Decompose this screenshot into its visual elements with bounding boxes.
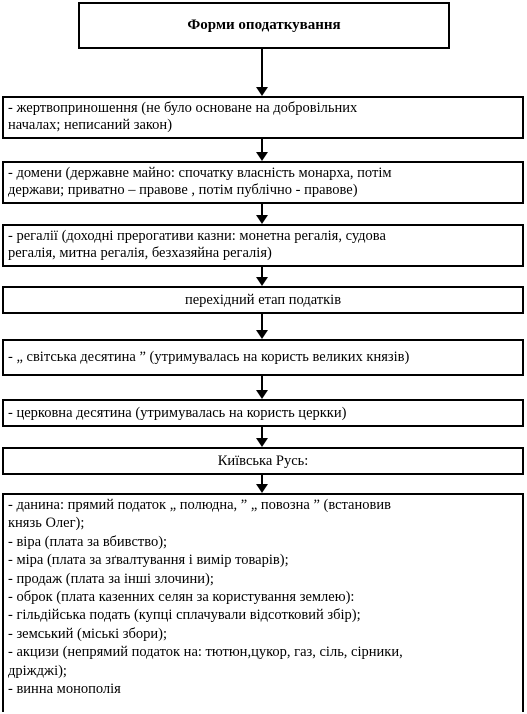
- list-item: дріжджі);: [8, 662, 67, 679]
- box-church-tithe: [2, 399, 524, 427]
- box-line: - „ світська десятина ” (утримувалась на користь великих князів): [8, 349, 410, 365]
- box-secular-tithe: [2, 339, 524, 376]
- box-line: - церковна десятина (утримувалась на користь церкки): [8, 405, 347, 421]
- box-domains: [2, 161, 524, 204]
- list-item: - гільдійська подать (купці сплачували відсотковий збір);: [8, 607, 361, 624]
- title-box: [78, 2, 450, 49]
- box-transition: [2, 286, 524, 314]
- box-line: - жертвоприношення (не було основане на добровільних: [8, 100, 358, 116]
- box-sacrifice: [2, 96, 524, 139]
- box-line: перехідний етап податків: [184, 292, 342, 308]
- box-regalia: [2, 224, 524, 267]
- list-item: - земський (міські збори);: [8, 625, 168, 642]
- list-item: - данина: прямий податок „ полюдна, ” „ повозна ” (встановив: [8, 497, 391, 513]
- list-item: - віра (плата за вбивство);: [8, 533, 168, 550]
- box-line: Київська Русь:: [217, 453, 309, 469]
- list-item: - міра (плата за зґвалтування і вимір товарів);: [8, 552, 289, 569]
- list-item: - акцизи (непрямий податок на: тютюн,цукор, газ, сіль, сірники,: [8, 644, 403, 661]
- list-item: - оброк (плата казенних селян за користування землею):: [8, 589, 355, 606]
- box-line: держави; приватно – правове , потім публічно - правове): [8, 182, 358, 198]
- box-line: - регалії (доходні прерогативи казни: монетна регалія, судова: [8, 228, 386, 244]
- list-item: князь Олег);: [8, 515, 85, 532]
- box-line: началах; неписаний закон): [8, 117, 173, 133]
- box-taxes-list: [2, 493, 524, 712]
- list-item: - продаж (плата за інші злочини);: [8, 570, 214, 587]
- box-line: регалія, митна регалія, безхазяйна регалія): [8, 245, 272, 261]
- list-item: - винна монополія: [8, 681, 121, 698]
- box-kyivan-rus: [2, 447, 524, 475]
- diagram-title: Форми оподаткування: [187, 17, 341, 33]
- box-line: - домени (державне майно: спочатку власність монарха, потім: [8, 165, 392, 181]
